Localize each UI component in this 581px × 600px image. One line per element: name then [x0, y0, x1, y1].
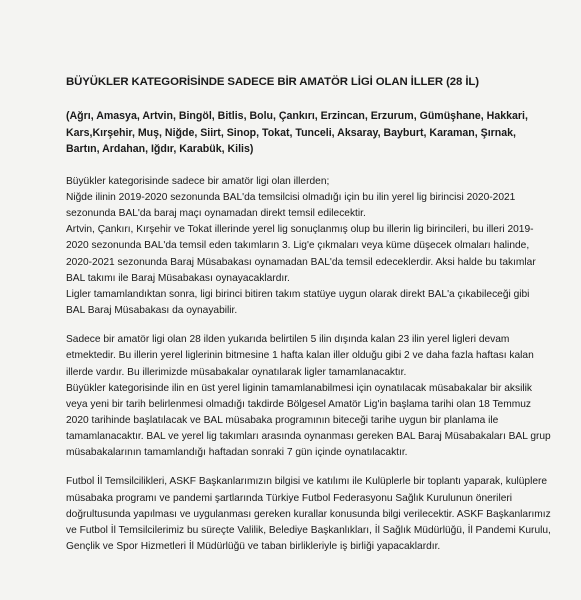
paragraph-2-line: Sadece bir amatör ligi olan 28 ilden yukarıda belirtilen 5 ilin dışında kalan 23 ilin yerel ligleri devam etmektedir. Bu illerin yerel liglerinin bitmesine 1 hafta kalan iller olduğu gibi 2 ve daha fazla haftası kalan illerde vardır. Bu illerimizde müsabakalar oynatılarak ligler tamamlanacaktır.: [66, 334, 534, 378]
document-title: BÜYÜKLER KATEGORİSİNDE SADECE BİR AMATÖR LİGİ OLAN İLLER (28 İL): [66, 76, 479, 88]
paragraph-1-line: Niğde ilinin 2019-2020 sezonunda BAL'da temsilcisi olmadığı için bu ilin yerel lig birincisi 2020-2021 sezonunda BAL'da baraj maçı oynamadan direkt temsil edilecektir.: [66, 191, 516, 220]
paragraph-1: [66, 174, 551, 319]
paragraph-1-line: Artvin, Çankırı, Kırşehir ve Tokat illerinde yerel lig sonuçlanmış olup bu illerin lig birincileri, bu illeri 2019-2020 sezonunda BAL'da temsil eden takımların 3. Lig'e çıkmaları veya küme düşecek olmaları halinde, 2020-2021 sezonunda Baraj Müsabakası oynamadan BAL'da temsil edeceklerdir. Aksi halde bu takımlar BAL takımı ile Baraj Müsabakası oynayacaklardır.: [66, 224, 536, 284]
paragraph-1-line: Büyükler kategorisinde sadece bir amatör ligi olan illerden;: [66, 175, 330, 187]
paragraph-2-line: Büyükler kategorisinde ilin en üst yerel liginin tamamlanabilmesi için oynatılacak müsabakalar bir aksilik veya yeni bir tarih belirlenmesi olmadığı takdirde Bölgesel Amatör Lig'in başlama tarihi olan 18 Temmuz 2020 tarihinde başlatılacak ve BAL müsabaka programının biteceği tarihe uygun bir planlama ile tamamlanacaktır. BAL ve yerel lig takımları arasında oynanması gereken BAL Baraj Müsabakaları BAL grup müsabakalarının tamamlandığı haftadan sonraki 7 gün içinde oynatılacaktır.: [66, 382, 551, 459]
paragraph-3: [66, 474, 551, 555]
province-list: (Ağrı, Amasya, Artvin, Bingöl, Bitlis, Bolu, Çankırı, Erzincan, Erzurum, Gümüşhane, Hakkari, Kars,Kırşehir, Muş, Niğde, Siirt, Sinop, Tokat, Tunceli, Aksaray, Bayburt, Karaman, Şırnak, Bartın, Ardahan, Iğdır, Karabük, Kilis): [66, 110, 528, 156]
paragraph-2: [66, 332, 551, 461]
paragraph-3-line: Futbol İl Temsilcilikleri, ASKF Başkanlarımızın bilgisi ve katılımı ile Kulüplerle bir toplantı yaparak, kulüplere müsabaka programı ve pandemi şartlarında Türkiye Futbol Federasyonu Sağlık Kurulunun önerileri doğrultusunda yapılması ve uygulanması gereken kurallar konusunda bilgi verilecektir. ASKF Başkanlarımız ve Futbol İl Temsilcilerimiz bu süreçte Valilik, Belediye Başkanlıkları, İl Sağlık Müdürlüğü, İl Pandemi Kurulu, Gençlik ve Spor Hizmetleri İl Müdürlüğü ve taban birlikleriyle iş birliği yapacaklardır.: [66, 476, 551, 553]
paragraph-1-line: Ligler tamamlandıktan sonra, ligi birinci bitiren takım statüye uygun olarak direkt BAL'a çıkabileceği gibi BAL Baraj Müsabakası da oynayabilir.: [66, 288, 530, 317]
